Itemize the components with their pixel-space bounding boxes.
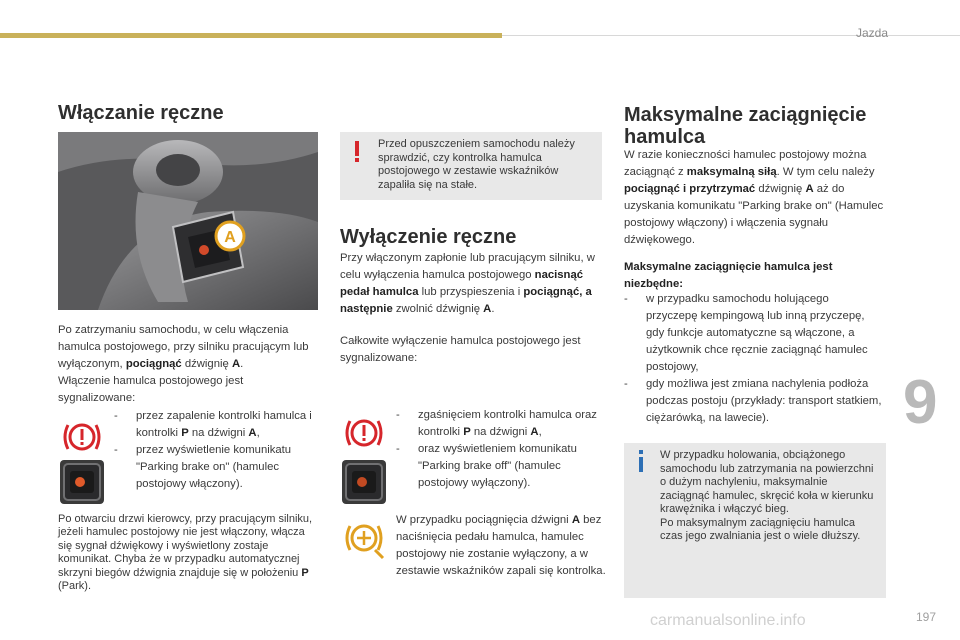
list-item: - gdy możliwa jest zmiana nachylenia podłoża podczas postoju (przykłady: transport statkiem, ciężarówką, na lawecie). [624,376,882,427]
list-item: - przez zapalenie kontrolki hamulca i kontrolki P na dźwigni A, [114,408,324,442]
info-notice-box [624,443,886,598]
middle-release-signals-list [396,407,606,492]
photo-badge-a: A [224,229,236,246]
center-console-illustration [58,132,318,310]
info-icon [636,449,646,473]
warning-notice-box [340,132,602,200]
section-title-max-apply: Maksymalne zaciągnięcie hamulca [624,104,867,148]
parking-lever-lamp-on-icon [60,460,104,504]
chapter-title: Jazda [855,26,888,40]
section-title-manual-apply: Włączanie ręczne [58,102,224,124]
list-item: - przez wyświetlenie komunikatu "Parking brake on" (hamulec postojowy włączony). [114,442,324,493]
middle-release-paragraph-b: Całkowite wyłączenie hamulca postojowego jest sygnalizowane: [340,335,581,364]
brake-warning-icon [60,415,104,459]
header-rule [502,35,960,36]
header-accent-bar [0,33,502,38]
parking-brake-photo [58,132,318,310]
list-item: - oraz wyświetleniem komunikatu "Parking brake off" (hamulec postojowy wyłączony). [396,441,606,492]
middle-release-paragraph: Przy włączonym zapłonie lub pracującym silniku, w celu wyłączenia hamulca postojowego nacisnąć pedał hamulca lub przyspieszenia i pociągnąć, a następnie zwolnić dźwignię A. [340,252,595,315]
list-item: - w przypadku samochodu holującego przyczepę kempingową lub inną przyczepę, gdy funkcje automatyczne są włączone, a użytkownik chce ręcznie zaciągnąć hamulec postojowy, [624,291,882,376]
right-conditions-list [624,291,882,427]
list-item: - zgaśnięciem kontrolki hamulca oraz kontrolki P na dźwigni A, [396,407,606,441]
section-title-manual-release: Wyłączenie ręczne [340,226,517,248]
middle-no-pedal-paragraph: W przypadku pociągnięcia dźwigni A bez naciśnięcia pedału hamulca, hamulec postojowy nie zostanie wyłączony, a w zestawie wskaźników zapali się kontrolka. [396,514,606,577]
watermark: carmanualsonline.info [650,612,806,629]
right-max-paragraph: W razie konieczności hamulec postojowy można zaciągnąć z maksymalną siłą. W tym celu należy pociągnąć i przytrzymać dźwignię A aż do uzyskania komunikatu "Parking brake on" (Hamulec postojowy włączony) i włączenia sygnału dźwiękowego. [624,149,884,246]
page-number: 197 [916,610,937,624]
right-subheading: Maksymalne zaciągnięcie hamulca jest niezbędne: [624,261,833,290]
brake-fault-amber-icon [342,516,386,560]
parking-lever-lamp-off-icon [342,460,386,504]
chapter-number: 9 [903,368,938,437]
left-door-warning-paragraph: Po otwarciu drzwi kierowcy, przy pracującym silniku, jeżeli hamulec postojowy nie jest włączony, włącza się sygnał dźwiękowy i wyświetlony zostaje komunikat. Chyba że w przypadku automatycznej skrzyni biegów dźwignia znajduje się w położeniu P (Park). [58,513,313,593]
left-intro-paragraph: Po zatrzymaniu samochodu, w celu włączenia hamulca postojowego, przy silniku pracującym lub wyłączonym, pociągnąć dźwignię A. [58,324,309,370]
left-apply-signals-list [114,408,324,493]
left-intro-paragraph-b: Włączenie hamulca postojowego jest sygnalizowane: [58,375,244,404]
warning-notice-text: Przed opuszczeniem samochodu należy sprawdzić, czy kontrolka hamulca postojowego w zestawie wskaźników zapaliła się na stałe. [378,138,575,191]
brake-warning-icon [342,411,386,455]
exclamation-icon [350,140,364,164]
info-notice-text: W przypadku holowania, obciążonego samochodu lub zatrzymania na powierzchni o dużym nachyleniu, maksymalnie zaciągnąć hamulec, skręcić koła w kierunku krawężnika i włączyć bieg. Po maksymalnym zaciągnięciu hamulca czas jego zwalniania jest o wiele dłuższy. [660,449,874,542]
